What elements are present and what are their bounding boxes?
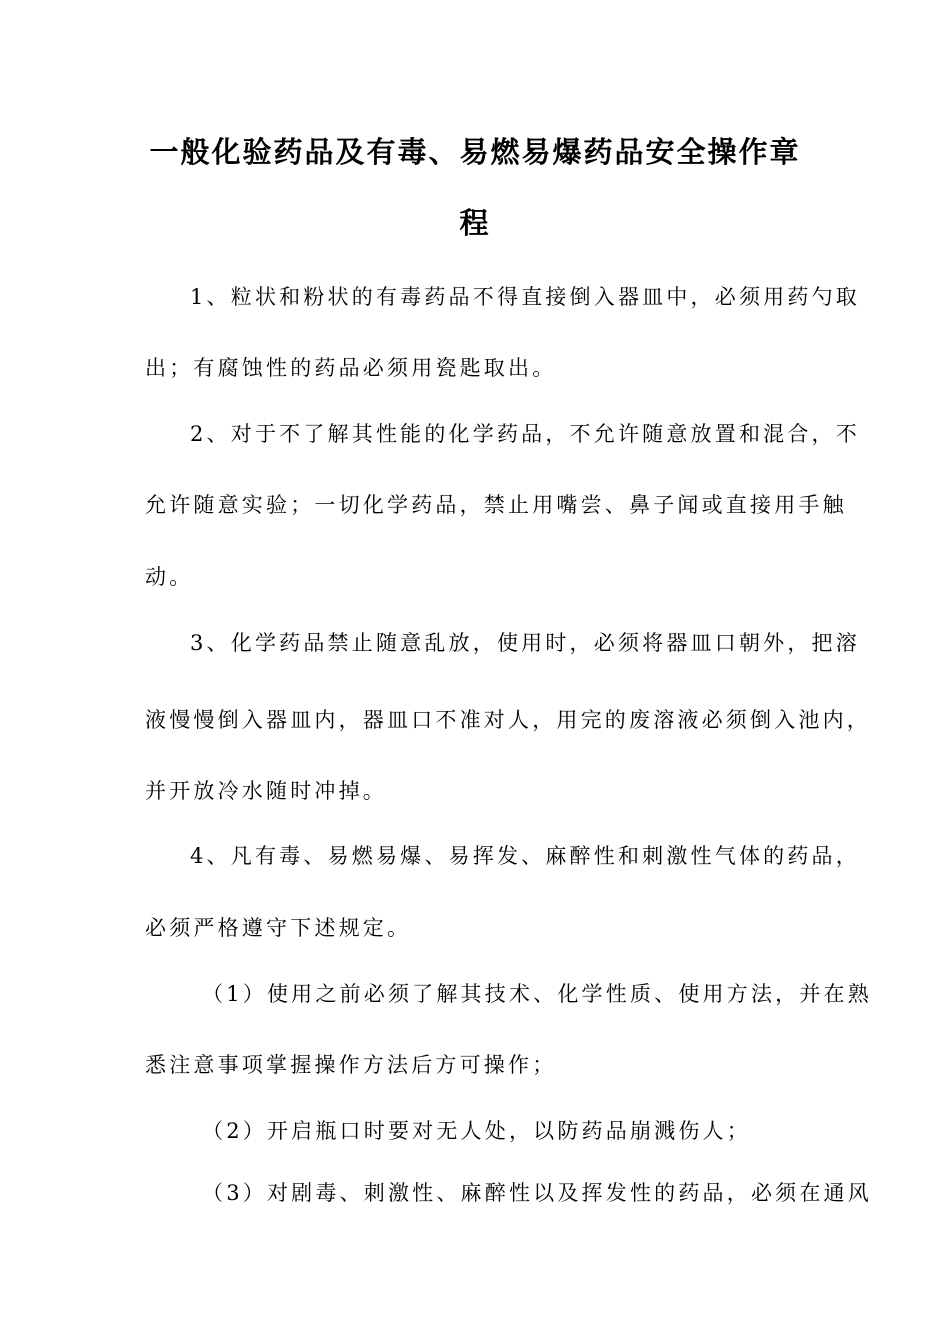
document-title-line-1: 一般化验药品及有毒、易燃易爆药品安全操作章 bbox=[149, 135, 801, 169]
document-title-line-2: 程 bbox=[459, 206, 491, 240]
rule-4-item-1-line-2: 悉注意事项掌握操作方法后方可操作； bbox=[145, 1053, 557, 1077]
rule-2-line-1: 2、对于不了解其性能的化学药品，不允许随意放置和混合，不 bbox=[190, 422, 860, 446]
rule-1-line-1: 1、粒状和粉状的有毒药品不得直接倒入器皿中，必须用药勺取 bbox=[190, 285, 860, 309]
rule-4-line-1: 4、凡有毒、易燃易爆、易挥发、麻醉性和刺激性气体的药品， bbox=[190, 844, 860, 868]
rule-4-item-2: （2）开启瓶口时要对无人处，以防药品崩溅伤人； bbox=[202, 1119, 751, 1143]
rule-3-line-1: 3、化学药品禁止随意乱放，使用时，必须将器皿口朝外，把溶 bbox=[190, 631, 860, 655]
rule-3-line-2: 液慢慢倒入器皿内，器皿口不准对人，用完的废溶液必须倒入池内， bbox=[145, 708, 871, 732]
rule-2-line-3: 动。 bbox=[145, 565, 194, 589]
rule-2-line-2: 允许随意实验；一切化学药品，禁止用嘴尝、鼻子闻或直接用手触 bbox=[145, 493, 847, 517]
rule-4-line-2: 必须严格遵守下述规定。 bbox=[145, 916, 412, 940]
rule-4-item-1-line-1: （1）使用之前必须了解其技术、化学性质、使用方法，并在熟 bbox=[202, 982, 872, 1006]
rule-4-item-3-line-1: （3）对剧毒、刺激性、麻醉性以及挥发性的药品，必须在通风 bbox=[202, 1181, 872, 1205]
rule-3-line-3: 并开放冷水随时冲掉。 bbox=[145, 779, 387, 803]
rule-1-line-2: 出；有腐蚀性的药品必须用瓷匙取出。 bbox=[145, 356, 557, 380]
